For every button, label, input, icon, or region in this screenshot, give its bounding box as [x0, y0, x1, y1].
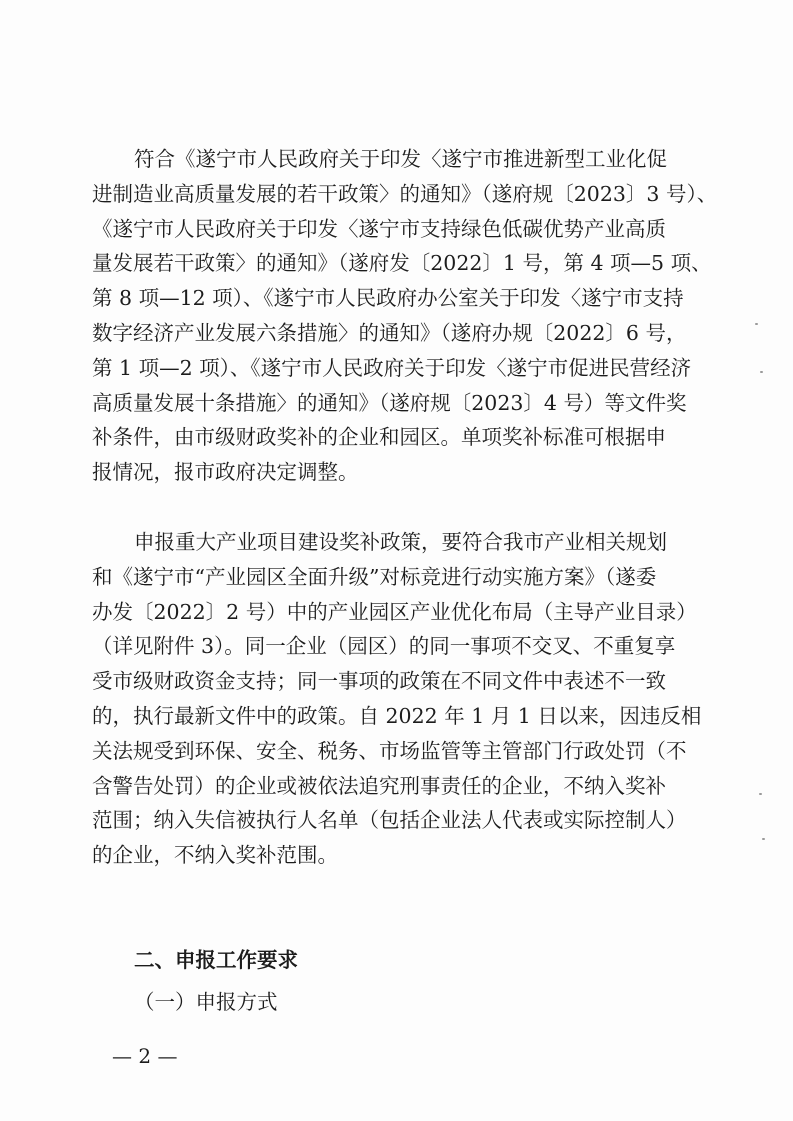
text-line: 第 1 项—2 项）、《遂宁市人民政府关于印发〈遂宁市促进民营经济: [92, 355, 692, 380]
page-number: — 2 —: [112, 1044, 178, 1068]
scan-speck: [760, 371, 763, 373]
text-line: 进制造业高质量发展的若干政策〉的通知》（遂府规〔2023〕3 号）、: [92, 181, 718, 206]
subsection-heading: （一）申报方式: [134, 990, 278, 1014]
text-line: 和《遂宁市“产业园区全面升级”对标竞进行动实施方案》（遂委: [92, 564, 657, 589]
text-line: 高质量发展十条措施〉的通知》（遂府规〔2023〕4 号）等文件奖: [92, 390, 687, 415]
text-line: 数字经济产业发展六条措施〉的通知》（遂府办规〔2022〕6 号，: [92, 320, 687, 345]
text-line: 申报重大产业项目建设奖补政策，要符合我市产业相关规划: [134, 530, 667, 554]
text-line: 量发展若干政策〉的通知》（遂府发〔2022〕1 号，第 4 项—5 项、: [92, 251, 712, 276]
text-line: 关法规受到环保、安全、税务、市场监管等主管部门行政处罚（不: [92, 738, 687, 763]
text-line: 的，执行最新文件中的政策。自 2022 年 1 月 1 日以来，因违反相: [92, 703, 702, 728]
text-line: 办发〔2022〕2 号）中的产业园区产业优化布局（主导产业目录）: [92, 599, 697, 624]
scan-speck: [755, 323, 758, 325]
section-heading: 二、申报工作要求: [134, 948, 298, 972]
scan-speck: [762, 838, 765, 840]
text-line: 报情况，报市政府决定调整。: [92, 460, 359, 485]
text-line: 第 8 项—12 项）、《遂宁市人民政府办公室关于印发〈遂宁市支持: [92, 286, 684, 311]
text-line: （详见附件 3）。同一企业（园区）的同一事项不交叉、不重复享: [92, 634, 676, 659]
text-line: 受市级财政资金支持；同一事项的政策在不同文件中表述不一致: [92, 669, 666, 694]
text-line: 的企业，不纳入奖补范围。: [92, 843, 338, 868]
text-line: 含警告处罚）的企业或被依法追究刑事责任的企业，不纳入奖补: [92, 773, 666, 798]
text-line: 补条件，由市级财政奖补的企业和园区。单项奖补标准可根据申: [92, 425, 666, 450]
body-paragraph-requirements: [92, 525, 708, 873]
text-line: 《遂宁市人民政府关于印发〈遂宁市支持绿色低碳优势产业高质: [92, 216, 666, 241]
text-line: 符合《遂宁市人民政府关于印发〈遂宁市推进新型工业化促: [134, 147, 667, 171]
scan-speck: [759, 793, 762, 795]
body-paragraph-eligibility: [92, 142, 718, 490]
text-line: 范围；纳入失信被执行人名单（包括企业法人代表或实际控制人）: [92, 808, 687, 833]
